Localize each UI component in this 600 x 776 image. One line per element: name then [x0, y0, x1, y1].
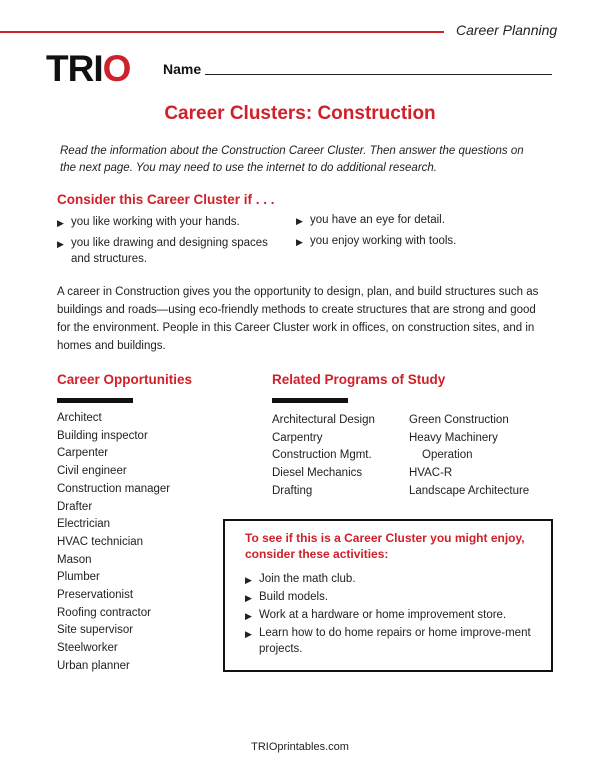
list-item: ▶ you have an eye for detail.	[296, 212, 516, 228]
bullet-triangle-icon: ▶	[245, 611, 252, 621]
heading-underline	[57, 398, 133, 403]
list-item: ▶ Work at a hardware or home improvement store.	[245, 607, 535, 623]
list-item: HVAC technician	[57, 535, 144, 548]
cluster-description: A career in Construction gives you the opportunity to design, plan, and build structures such as buildings and roads—using eco-friendly methods to create structures that are strong and good for the environment. People in this Career Cluster work in offices, on construction sites, and in homes and buildings.	[57, 286, 539, 352]
list-item: Mason	[57, 553, 92, 566]
list-item: Carpentry	[272, 431, 323, 444]
list-item: ▶ Build models.	[245, 589, 535, 605]
list-item: Architect	[57, 412, 102, 424]
list-item: Roofing contractor	[57, 606, 151, 619]
list-item: ▶ you like working with your hands.	[57, 214, 277, 230]
opportunities-heading: Career Opportunities	[57, 372, 193, 387]
list-item: Operation	[422, 449, 473, 462]
list-item: Carpenter	[57, 447, 109, 460]
activities-heading: To see if this is a Career Cluster you might enjoy, consider these activities:	[245, 531, 525, 561]
list-item: Building inspector	[57, 429, 148, 442]
list-item: Electrician	[57, 518, 111, 531]
consider-list-left	[57, 214, 277, 272]
bullet-triangle-icon: ▶	[245, 575, 252, 585]
logo-text-accent: O	[102, 48, 131, 89]
name-label: Name	[163, 61, 202, 77]
list-item: ▶ Join the math club.	[245, 571, 535, 587]
list-item: Architectural Design	[272, 414, 375, 426]
list-item: ▶ Learn how to do home repairs or home improve-ment projects.	[245, 627, 531, 655]
logo-text: TRI	[46, 48, 103, 89]
bullet-triangle-icon: ▶	[245, 629, 252, 639]
instructions: Read the information about the Construction Career Cluster. Then answer the questions on the next page. You may need to use the internet to do additional research.	[60, 145, 524, 174]
list-item: Drafting	[272, 484, 313, 497]
list-item: HVAC-R	[409, 467, 453, 480]
programs-heading: Related Programs of Study	[272, 372, 446, 387]
page-title: Career Clusters: Construction	[164, 103, 436, 124]
list-item: Site supervisor	[57, 624, 134, 637]
bullet-triangle-icon: ▶	[296, 216, 303, 226]
bullet-triangle-icon: ▶	[57, 218, 64, 228]
name-field-line[interactable]	[205, 74, 552, 75]
bullet-triangle-icon: ▶	[57, 239, 64, 249]
header-rule	[0, 31, 444, 33]
list-item: ▶ you enjoy working with tools.	[296, 233, 516, 249]
list-item: Construction manager	[57, 482, 171, 495]
consider-list-right	[296, 212, 516, 254]
footer-url[interactable]: TRIOprintables.com	[251, 741, 349, 753]
list-item: Plumber	[57, 571, 100, 584]
list-item: Drafter	[57, 500, 93, 513]
list-item: Green Construction	[409, 414, 509, 426]
list-item: Steelworker	[57, 642, 118, 655]
list-item: Heavy Machinery	[409, 431, 498, 444]
consider-heading: Consider this Career Cluster if . . .	[57, 192, 275, 207]
list-item: Landscape Architecture	[409, 484, 530, 497]
programs-list-right	[409, 412, 559, 501]
trio-logo	[46, 50, 130, 87]
list-item: Urban planner	[57, 659, 130, 672]
programs-list-left	[272, 412, 402, 501]
activities-list	[245, 571, 535, 659]
list-item: ▶ you like drawing and designing spaces and structures.	[57, 237, 268, 265]
bullet-triangle-icon: ▶	[245, 593, 252, 603]
opportunities-list	[57, 410, 237, 676]
list-item: Civil engineer	[57, 465, 127, 478]
heading-underline	[272, 398, 348, 403]
section-label: Career Planning	[456, 22, 558, 38]
bullet-triangle-icon: ▶	[296, 237, 303, 247]
list-item: Diesel Mechanics	[272, 467, 363, 480]
list-item: Preservationist	[57, 589, 134, 602]
list-item: Construction Mgmt.	[272, 449, 372, 462]
